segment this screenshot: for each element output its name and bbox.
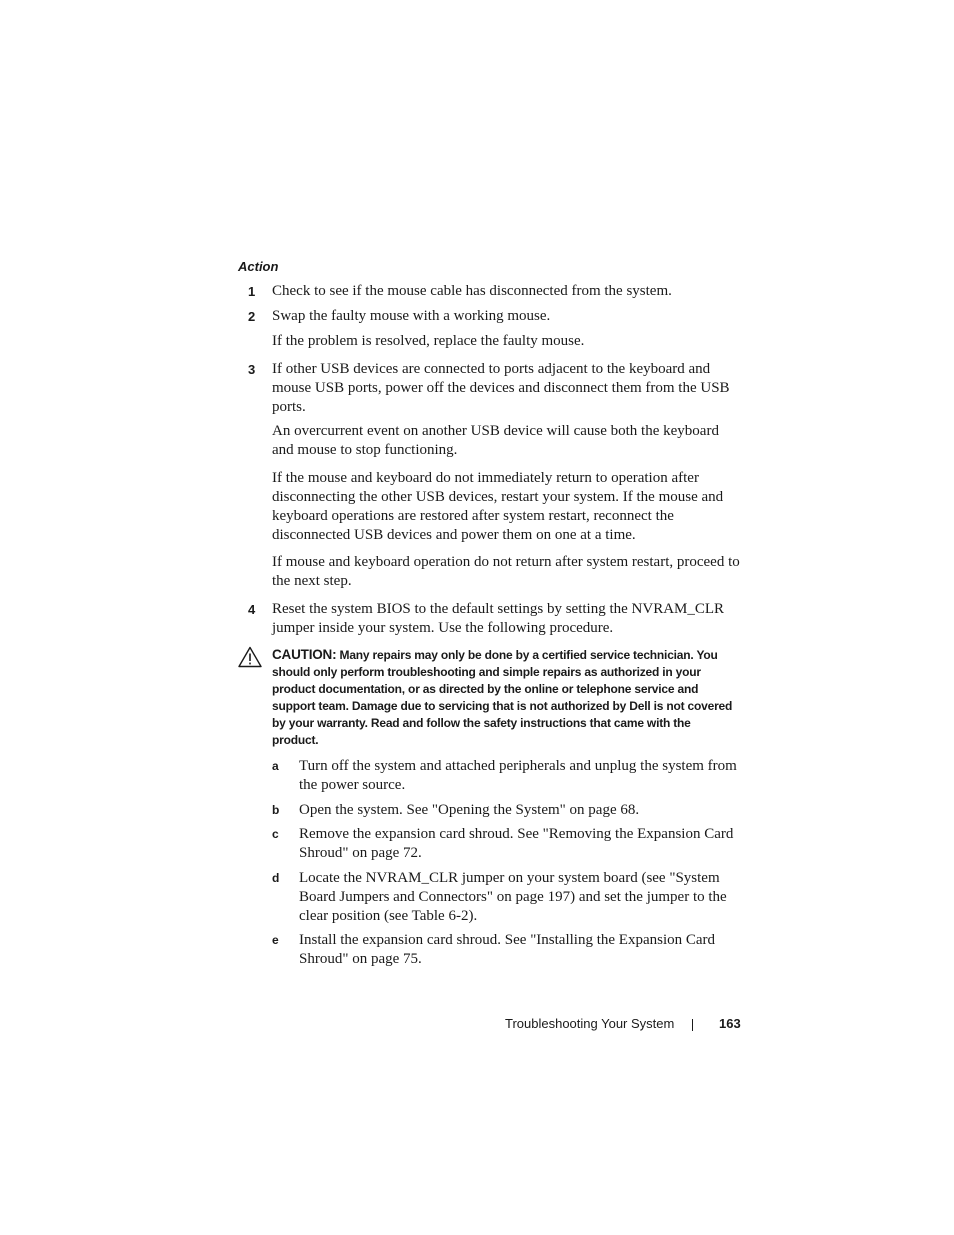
substep-text: Locate the NVRAM_CLR jumper on your system board (see "System Board Jumpers and Connectors" on page 197) and set the jumper to the clear position (see Table 6-2). [299, 870, 727, 924]
note-paragraph: If mouse and keyboard operation do not return after system restart, proceed to the next step. [272, 554, 740, 589]
caution-label: CAUTION: [272, 647, 337, 662]
substep-letter: d [272, 871, 280, 885]
step-3-note-1 [248, 422, 743, 460]
substep-a [272, 757, 742, 795]
substep-b [272, 801, 742, 820]
note-paragraph: If the problem is resolved, replace the faulty mouse. [272, 333, 585, 349]
step-3 [248, 360, 743, 417]
substep-c [272, 825, 742, 863]
substep-letter: b [272, 803, 280, 817]
substep-d [272, 869, 742, 926]
substep-e [272, 931, 742, 969]
substep-text: Remove the expansion card shroud. See "Removing the Expansion Card Shroud" on page 72. [299, 826, 734, 861]
step-4 [248, 600, 743, 638]
caution-text: Many repairs may only be done by a certified service technician. You should only perform troubleshooting and simple repairs as authorized in your product documentation, or as directed by the online or telephone service and support team. Damage due to servicing that is not authorized by Dell is not covered by your warranty. Read and follow the safety instructions that came with the product. [272, 648, 733, 747]
step-1 [248, 282, 743, 301]
note-paragraph: An overcurrent event on another USB device will cause both the keyboard and mouse to stop functioning. [272, 423, 719, 458]
page-number: 163 [719, 1016, 741, 1031]
caution-notice [238, 646, 738, 749]
footer-section-title: Troubleshooting Your System [505, 1016, 675, 1031]
caution-icon [238, 646, 262, 668]
step-2-note [248, 332, 743, 351]
step-text: Swap the faulty mouse with a working mouse. [272, 308, 551, 324]
step-number: 4 [248, 602, 256, 617]
substep-text: Install the expansion card shroud. See "Installing the Expansion Card Shroud" on page 75. [299, 932, 716, 967]
footer-separator [692, 1019, 693, 1031]
step-number: 3 [248, 362, 256, 377]
substep-letter: a [272, 759, 279, 773]
step-3-note-2 [248, 469, 743, 545]
step-number: 2 [248, 309, 256, 324]
step-number: 1 [248, 284, 256, 299]
step-2 [248, 307, 743, 326]
step-text: Check to see if the mouse cable has disconnected from the system. [272, 283, 672, 299]
substep-letter: c [272, 827, 279, 841]
step-3-note-3 [248, 553, 743, 591]
substep-letter: e [272, 933, 279, 947]
substep-text: Turn off the system and attached peripherals and unplug the system from the power source. [299, 758, 737, 793]
step-text: If other USB devices are connected to ports adjacent to the keyboard and mouse USB ports, power off the devices and disconnect them from the USB ports. [272, 361, 730, 415]
substep-text: Open the system. See "Opening the System" on page 68. [299, 802, 640, 818]
step-text: Reset the system BIOS to the default settings by setting the NVRAM_CLR jumper inside your system. Use the following procedure. [272, 601, 725, 636]
section-heading: Action [238, 259, 279, 274]
note-paragraph: If the mouse and keyboard do not immediately return to operation after disconnecting the other USB devices, restart your system. If the mouse and keyboard operations are restored after system restart, reconnect the disconnected USB devices and power them on one at a time. [272, 470, 724, 543]
